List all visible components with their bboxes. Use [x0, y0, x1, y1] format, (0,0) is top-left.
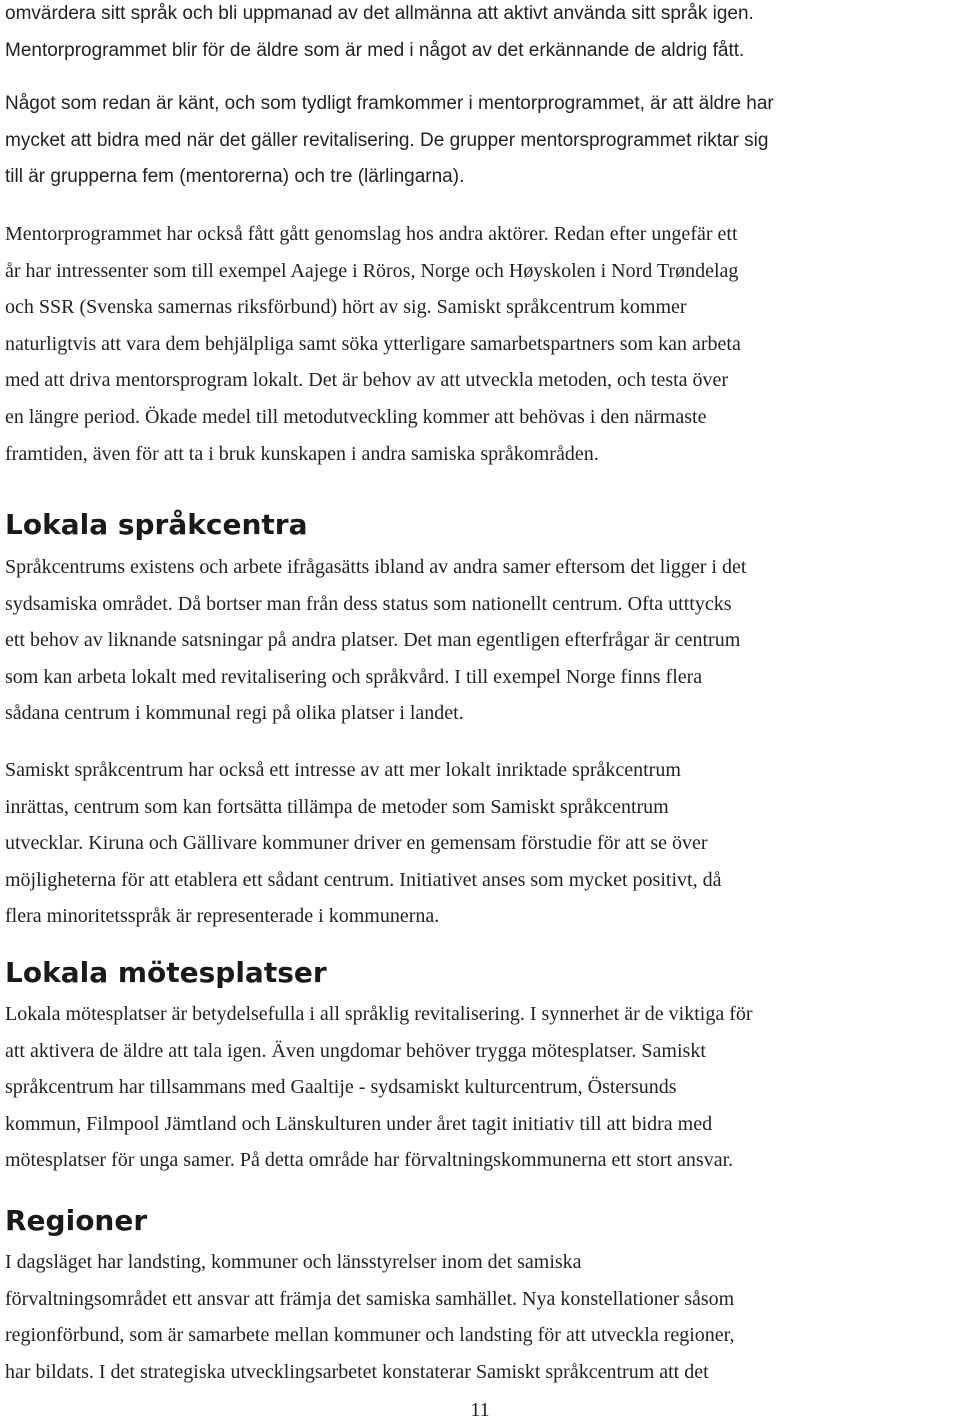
text-line: regionförbund, som är samarbete mellan kommuner och landsting för att utveckla regioner,	[5, 1324, 735, 1347]
text-line: Lokala mötesplatser är betydelsefulla i all språklig revitalisering. I synnerhet är de viktiga för	[5, 1003, 753, 1025]
text-line: och SSR (Svenska samernas riksförbund) hört av sig. Samiskt språkcentrum kommer	[5, 296, 687, 319]
text-line: omvärdera sitt språk och bli uppmanad av det allmänna att aktivt använda sitt språk igen.	[5, 3, 754, 24]
paragraph-5	[5, 752, 960, 935]
text-line: Samiskt språkcentrum har också ett intresse av att mer lokalt inriktade språkcentrum	[5, 759, 681, 781]
text-line: möjligheterna för att etablera ett sådant centrum. Initiativet anses som mycket positivt, då	[5, 868, 722, 891]
text-line: Mentorprogrammet blir för de äldre som är med i något av det erkännande de aldrig fått.	[5, 39, 745, 61]
paragraph-7	[5, 1244, 960, 1390]
text-line: som kan arbeta lokalt med revitalisering och språkvård. I till exempel Norge finns flera	[5, 665, 703, 688]
heading-lokala-sprakcentra: Lokala språkcentra	[5, 508, 308, 541]
paragraph-3	[5, 216, 960, 472]
text-line: med att driva mentorsprogram lokalt. Det är behov av att utveckla metoden, och testa över	[5, 369, 729, 392]
text-line: Något som redan är känt, och som tydligt framkommer i mentorprogrammet, är att äldre har	[5, 93, 774, 114]
text-line: ett behov av liknande satsningar på andra platser. Det man egentligen efterfrågar är centrum	[5, 629, 741, 652]
paragraph-6	[5, 996, 960, 1179]
text-line: Mentorprogrammet har också fått gått genomslag hos andra aktörer. Redan efter ungefär ett	[5, 223, 738, 245]
text-line: I dagsläget har landsting, kommuner och länsstyrelser inom det samiska	[5, 1251, 582, 1273]
text-line: sådana centrum i kommunal regi på olika platser i landet.	[5, 702, 464, 725]
text-line: förvaltningsområdet ett ansvar att främja det samiska samhället. Nya konstellationer såsom	[5, 1287, 735, 1310]
heading-lokala-motesplatser: Lokala mötesplatser	[5, 956, 327, 989]
text-line: år har intressenter som till exempel Aajege i Röros, Norge och Høyskolen i Nord Trøndelag	[5, 259, 739, 282]
text-line: inrättas, centrum som kan fortsätta tillämpa de metoder som Samiskt språkcentrum	[5, 795, 669, 818]
text-line: till är grupperna fem (mentorerna) och tre (lärlingarna).	[5, 166, 465, 188]
text-line: att aktivera de äldre att tala igen. Även ungdomar behöver trygga mötesplatser. Samiskt	[5, 1039, 706, 1062]
text-line: mötesplatser för unga samer. På detta område har förvaltningskommunerna ett stort ansvar.	[5, 1149, 734, 1172]
text-line: flera minoritetsspråk är representerade i kommunerna.	[5, 905, 440, 928]
page-number: 11	[470, 1399, 490, 1421]
paragraph-1	[5, 0, 960, 69]
text-line: sydsamiska området. Då bortser man från dess status som nationellt centrum. Ofta utttycks	[5, 592, 732, 615]
heading-regioner: Regioner	[5, 1204, 148, 1237]
text-line: Språkcentrums existens och arbete ifrågasätts ibland av andra samer eftersom det ligger i det	[5, 556, 747, 578]
paragraph-2	[5, 86, 960, 196]
paragraph-4	[5, 549, 960, 732]
text-line: utvecklar. Kiruna och Gällivare kommuner driver en gemensam förstudie för att se över	[5, 832, 708, 855]
text-line: kommun, Filmpool Jämtland och Länskulturen under året tagit initiativ till att bidra med	[5, 1112, 713, 1135]
text-line: mycket att bidra med när det gäller revitalisering. De grupper mentorsprogrammet riktar sig	[5, 129, 769, 151]
text-line: en längre period. Ökade medel till metodutveckling kommer att behövas i den närmaste	[5, 405, 707, 428]
text-line: språkcentrum har tillsammans med Gaaltije - sydsamiskt kulturcentrum, Östersunds	[5, 1076, 677, 1099]
text-line: har bildats. I det strategiska utvecklingsarbetet konstaterar Samiskt språkcentrum att det	[5, 1360, 709, 1383]
text-line: naturligtvis att vara dem behjälpliga samt söka ytterligare samarbetspartners som kan arbeta	[5, 332, 741, 355]
text-line: framtiden, även för att ta i bruk kunskapen i andra samiska språkområden.	[5, 442, 599, 465]
